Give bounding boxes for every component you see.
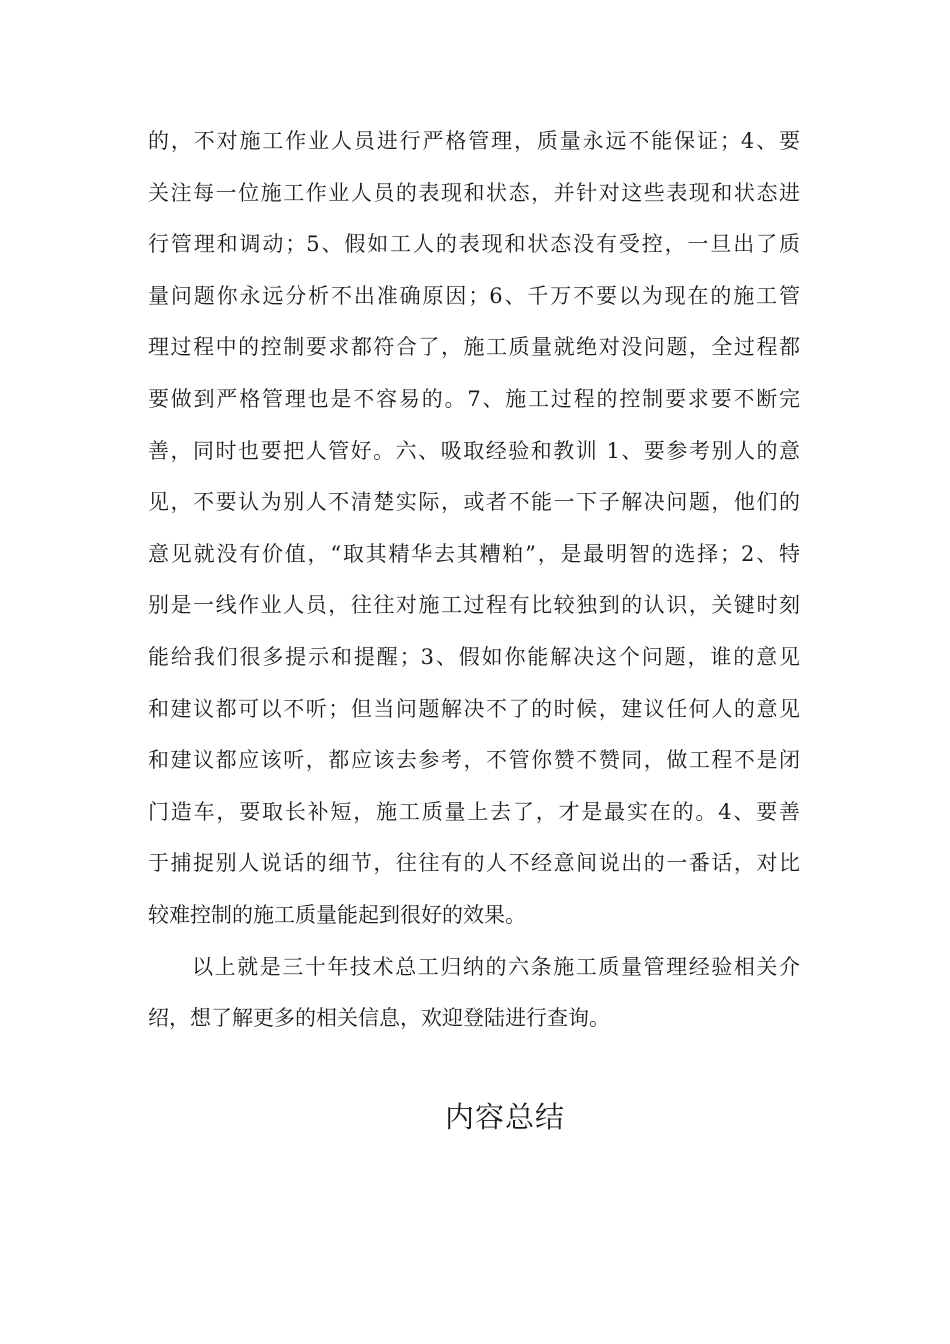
paragraph-1-line: 量问题你永远分析不出准确原因；6、千万不要以为现在的施工管 — [148, 283, 800, 308]
paragraph-1-line: 的，不对施工作业人员进行严格管理，质量永远不能保证；4、要 — [148, 129, 800, 153]
paragraph-2-line: 绍，想了解更多的相关信息，欢迎登陆进行查询。 — [148, 1006, 610, 1031]
paragraph-1-line: 要做到严格管理也是不容易的。7、施工过程的控制要求要不断完 — [148, 386, 800, 411]
paragraph-1-line: 理过程中的控制要求都符合了，施工质量就绝对没问题，全过程都 — [148, 335, 800, 360]
paragraph-1-line: 意见就没有价值，“取其精华去其糟粕”，是最明智的选择；2、特 — [148, 541, 800, 566]
paragraph-1-line: 门造车，要取长补短，施工质量上去了，才是最实在的。4、要善 — [148, 799, 800, 824]
paragraph-1-line: 行管理和调动；5、假如工人的表现和状态没有受控，一旦出了质 — [148, 232, 800, 257]
paragraph-1-line: 别是一线作业人员，往往对施工过程有比较独到的认识，关键时刻 — [148, 593, 800, 618]
paragraph-1-line: 较难控制的施工质量能起到很好的效果。 — [148, 902, 526, 927]
paragraph-2-line: 以上就是三十年技术总工归纳的六条施工质量管理经验相关介 — [192, 954, 800, 979]
paragraph-1-line: 能给我们很多提示和提醒；3、假如你能解决这个问题，谁的意见 — [148, 644, 800, 669]
paragraph-1-line: 关注每一位施工作业人员的表现和状态，并针对这些表现和状态进 — [148, 180, 800, 205]
body-text — [148, 116, 800, 1045]
paragraph-1-line: 和建议都可以不听；但当问题解决不了的时候，建议任何人的意见 — [148, 696, 800, 721]
paragraph-1-line: 见，不要认为别人不清楚实际，或者不能一下子解决问题，他们的 — [148, 490, 800, 515]
summary-heading-text: 内容总结 — [444, 1100, 565, 1134]
summary-heading — [0, 1093, 950, 1141]
paragraph-1-line: 和建议都应该听，都应该去参考，不管你赞不赞同，做工程不是闭 — [148, 748, 800, 773]
paragraph-1-line: 于捕捉别人说话的细节，往往有的人不经意间说出的一番话，对比 — [148, 851, 800, 876]
paragraph-1-line: 善，同时也要把人管好。六、吸取经验和教训 1、要参考别人的意 — [148, 438, 800, 463]
